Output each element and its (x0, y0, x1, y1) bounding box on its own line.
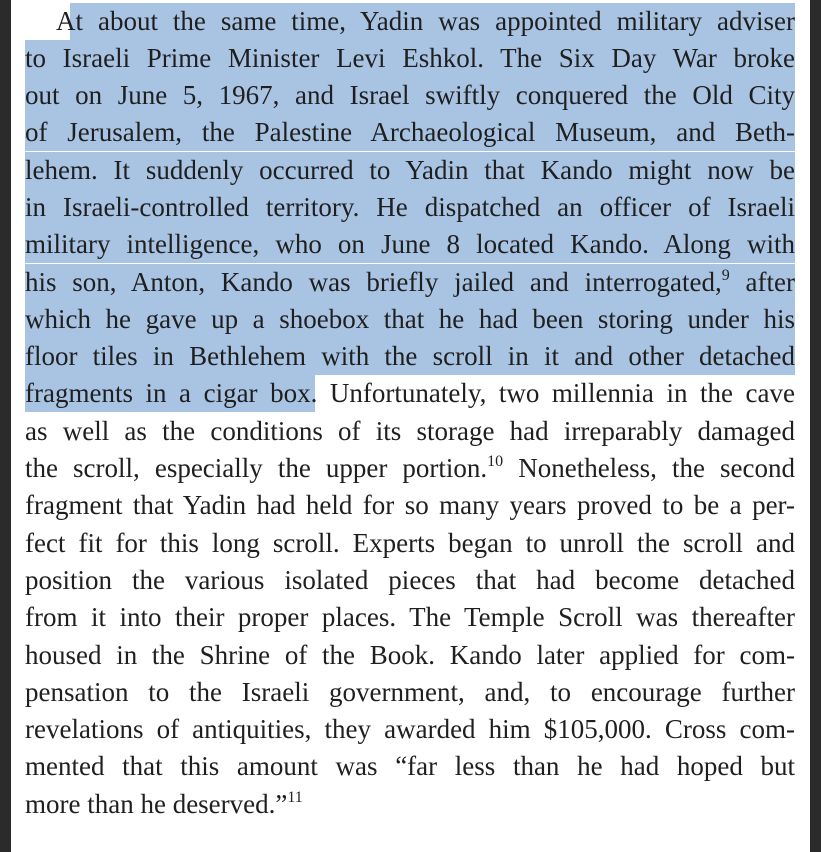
text-line-4[interactable] (25, 114, 795, 151)
line-text: mented that this amount was “far less than he had hoped but (25, 751, 795, 781)
line-text-part: his son, Anton, Kando was briefly jailed and interrogated, (25, 267, 722, 297)
text-line-3[interactable] (25, 77, 795, 114)
line-text-part: Nonetheless, the second (503, 453, 795, 483)
text-line-5[interactable] (25, 152, 795, 189)
text-line-1[interactable] (25, 3, 795, 40)
text-line-8[interactable] (25, 264, 795, 301)
text-line-17[interactable] (25, 599, 795, 636)
line-text-part: Unfortunately, two millennia in the cave (317, 378, 795, 408)
text-line-16[interactable] (25, 562, 795, 599)
text-line-10[interactable] (25, 338, 795, 375)
line-text: of Jerusalem, the Palestine Archaeological Museum, and Beth- (25, 117, 795, 147)
line-text: fect fit for this long scroll. Experts began to unroll the scroll and (25, 528, 795, 558)
document-page (11, 0, 810, 852)
line-text-part: more than he deserved.” (25, 789, 288, 819)
line-text-part: the scroll, especially the upper portion. (25, 453, 488, 483)
line-text (25, 264, 795, 301)
text-line-11[interactable] (25, 375, 795, 412)
text-line-20[interactable] (25, 711, 795, 748)
text-line-14[interactable] (25, 487, 795, 524)
text-line-21[interactable] (25, 748, 795, 785)
line-text: At about the same time, Yadin was appointed military adviser (56, 6, 795, 36)
line-text: out on June 5, 1967, and Israel swiftly conquered the Old City (25, 80, 795, 110)
line-text (25, 375, 795, 412)
text-line-19[interactable] (25, 674, 795, 711)
line-text (25, 450, 795, 487)
footnote-ref-11[interactable]: 11 (287, 789, 303, 806)
line-text: which he gave up a shoebox that he had been storing under his (25, 304, 795, 334)
text-line-15[interactable] (25, 525, 795, 562)
line-text: in Israeli-controlled territory. He dispatched an officer of Israeli (25, 192, 795, 222)
footnote-ref-9[interactable]: 9 (721, 267, 730, 284)
text-line-22[interactable] (25, 786, 795, 823)
text-line-13[interactable] (25, 450, 795, 487)
line-text-part: fragments in a cigar box. (25, 378, 318, 408)
line-text: from it into their proper places. The Temple Scroll was thereafter (25, 602, 795, 632)
text-line-2[interactable] (25, 40, 795, 77)
line-text: to Israeli Prime Minister Levi Eshkol. The Six Day War broke (25, 43, 795, 73)
line-text: lehem. It suddenly occurred to Yadin that Kando might now be (25, 155, 795, 185)
line-text: military intelligence, who on June 8 located Kando. Along with (25, 229, 795, 259)
line-text: floor tiles in Bethlehem with the scroll in it and other detached (25, 341, 795, 371)
line-text: housed in the Shrine of the Book. Kando later applied for com- (25, 640, 795, 670)
text-line-9[interactable] (25, 301, 795, 338)
line-text-part: after (729, 267, 795, 297)
line-text: fragment that Yadin had held for so many years proved to be a per- (25, 490, 795, 520)
line-text (25, 786, 795, 823)
text-line-12[interactable] (25, 413, 795, 450)
line-text: pensation to the Israeli government, and, to encourage further (25, 677, 795, 707)
text-line-6[interactable] (25, 189, 795, 226)
footnote-ref-10[interactable]: 10 (487, 453, 504, 470)
line-text: as well as the conditions of its storage had irreparably damaged (25, 416, 795, 446)
text-line-7[interactable] (25, 226, 795, 263)
text-line-18[interactable] (25, 637, 795, 674)
line-text: position the various isolated pieces that had become detached (25, 565, 795, 595)
line-text: revelations of antiquities, they awarded him $105,000. Cross com- (25, 714, 795, 744)
